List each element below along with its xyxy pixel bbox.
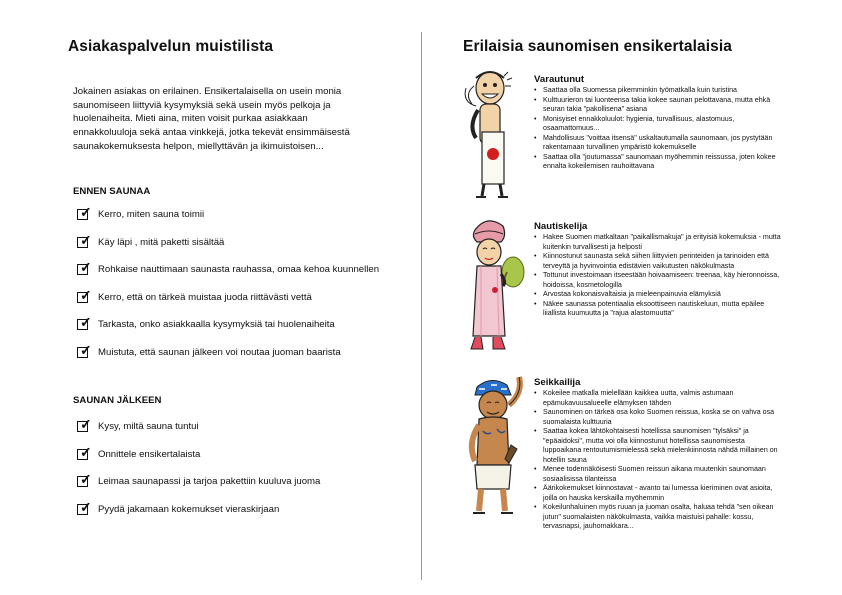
checklist-item-label: Muistuta, että saunan jälkeen voi noutaa juoman baarista bbox=[98, 346, 341, 358]
checklist-item bbox=[77, 443, 320, 475]
checklist-item-label: Kerro, miten sauna toimii bbox=[98, 209, 205, 220]
checklist-item-label: Tarkasta, onko asiakkaalla kysymyksiä tai huolenaiheita bbox=[98, 319, 335, 331]
checked-box-icon: ✓ bbox=[77, 292, 88, 303]
bullet-item: • Mahdollisuus "voittaa itsensä" uskaltautumalla saunomaan, jos pystytään rakentamaan turvallinen ympäristö kokemukselle bbox=[534, 134, 784, 153]
bullet-item: • Saattaa olla "joutumassa" saunomaan myöhemmin reissussa, joten kokee ennalta kokeilemisen rauhoittavana bbox=[534, 153, 784, 172]
checklist-intro: Jokainen asiakas on erilainen. Ensikertalaisella on usein monia saunomiseen liittyviä kysymyksiä sekä usein myös pelkoja ja huolenaiheita. Mieti aina, miten voisit purkaa asiakkaan ennakkoluuloja sekä antaa vinkkejä, jotka tekevät ensimmäisestä saunakokemuksesta helpon, miellyttävän ja ikimuistoisen... bbox=[73, 86, 350, 152]
bullet-item: • Kulttuurieron tai luonteensa takia kokee saunan pelottavana, mutta ehkä seuran takia "pakollisena" asiana bbox=[534, 96, 784, 115]
column-divider bbox=[421, 32, 422, 580]
bullet-item: • Näkee saunassa potentiaalia eksoottiseen nautiskeluun, mutta epäilee liiallista kuumuutta ja "rajua alastomuutta" bbox=[534, 300, 784, 319]
after-sauna-heading: SAUNAN JÄLKEEN bbox=[73, 395, 162, 406]
checked-box-icon: ✓ bbox=[77, 237, 88, 248]
checked-box-icon: ✓ bbox=[77, 209, 88, 220]
checklist-item bbox=[77, 416, 320, 447]
type-seikkailija bbox=[534, 376, 784, 532]
type-name: Nautiskelija bbox=[534, 221, 588, 232]
type-name: Seikkailija bbox=[534, 377, 581, 388]
checked-box-icon: ✓ bbox=[77, 319, 88, 330]
checklist-item bbox=[77, 498, 320, 530]
checklist-item bbox=[77, 286, 379, 318]
type-bullets bbox=[534, 86, 784, 172]
bullet-item: • Kokeilunhaluinen myös ruuan ja juoman osalta, haluaa tehdä "sen oikean jutun" suomalaisten näkökulmasta, vaikka maistuisi pahalle: kossu, tervasnapsi, jauhomakkara... bbox=[534, 503, 784, 532]
bullet-item: • Saattaa kokea lähtökohtaisesti hotellissa saunomisen "tylsäksi" ja "epäaidoksi", mutta voi olla kiinnostunut hotellissa saunomisesta luppoaikana rentoutumismielessä sekä mielenkiinnosta nähdä millainen on hotellin sauna bbox=[534, 427, 784, 465]
checklist-item-label: Onnittele ensikertalaista bbox=[98, 448, 201, 460]
checked-box-icon: ✓ bbox=[77, 504, 88, 515]
before-sauna-checklist bbox=[77, 204, 380, 373]
type-name: Varautunut bbox=[534, 74, 585, 85]
type-bullets bbox=[534, 233, 784, 319]
type-bullets bbox=[534, 389, 784, 532]
checklist-item-label: Kerro, että on tärkeä muistaa juoda riittävästi vettä bbox=[98, 291, 312, 303]
checklist-item-label: Rohkaise nauttimaan saunasta rauhassa, omaa kehoa kuunnellen bbox=[98, 264, 380, 276]
checklist-item bbox=[77, 259, 380, 290]
bullet-item: • Saunominen on tärkeä osa koko Suomen reissua, koska se on vahva osa suomalaista kulttuuria bbox=[534, 408, 784, 427]
spa-woman-illustration bbox=[463, 216, 531, 356]
type-nautiskelija bbox=[534, 220, 784, 319]
after-sauna-checklist bbox=[77, 416, 321, 529]
checked-box-icon: ✓ bbox=[77, 449, 88, 460]
bullet-item: • Kokeilee matkalla mielellään kaikkea uutta, valmis astumaan epämukavuusalueelle elämyksen tähden bbox=[534, 389, 784, 408]
checklist-item bbox=[77, 471, 321, 502]
first-timers-title: Erilaisia saunomisen ensikertalaisia bbox=[463, 38, 732, 55]
checklist-item bbox=[77, 314, 379, 345]
checklist-item-label: Kysy, miltä sauna tuntui bbox=[98, 421, 199, 432]
bullet-item: • Hakee Suomen matkaltaan "paikallismakuja" ja erityisiä kokemuksia - mutta kuitenkin turvallisesti ja helposti bbox=[534, 233, 784, 252]
checklist-item-label: Käy läpi , mitä paketti sisältää bbox=[98, 236, 225, 248]
bullet-item: • Äärikokemukset kiinnostavat - avanto tai lumessa kieriminen ovat asioita, joilla on hauska kerskailla myöhemmin bbox=[534, 484, 784, 503]
checked-box-icon: ✓ bbox=[77, 421, 88, 432]
nervous-man-illustration bbox=[460, 66, 528, 202]
checklist-item bbox=[77, 204, 379, 235]
checklist-item bbox=[77, 341, 379, 373]
bullet-item: • Saattaa olla Suomessa pikemminkin työmatkalla kuin turistina bbox=[534, 86, 784, 96]
checklist-title: Asiakaspalvelun muistilista bbox=[68, 38, 274, 55]
before-sauna-heading: ENNEN SAUNAA bbox=[73, 186, 151, 197]
bullet-item: • Menee todennäköisesti Suomen reissun aikana muutenkin saunomaan sosiaalisissa tilanteissa bbox=[534, 465, 784, 484]
bullet-item: • Arvostaa kokonaisvaltaisia ja mieleenpainuvia elämyksiä bbox=[534, 290, 784, 300]
checked-box-icon: ✓ bbox=[77, 347, 88, 358]
checked-box-icon: ✓ bbox=[77, 476, 88, 487]
adventurer-man-illustration bbox=[457, 373, 533, 521]
type-varautunut bbox=[534, 73, 784, 172]
checklist-item bbox=[77, 231, 379, 263]
bullet-item: • Kiinnostunut saunasta sekä siihen liittyvien perinteiden ja tarinoiden että terveyttä ja hyvinvointia edistävien vaikutusten näkökulmasta bbox=[534, 252, 784, 271]
checked-box-icon: ✓ bbox=[77, 264, 88, 275]
bullet-item: • Monisyiset ennakkoluulot: hygienia, turvallisuus, alastomuus, osaamattomuus... bbox=[534, 115, 784, 134]
bullet-item: • Tottunut investoimaan itseestään hoivaamiseen: treenaa, käy hieronnoissa, hoidoissa, kosmetologilla bbox=[534, 271, 784, 290]
checklist-item-label: Leimaa saunapassi ja tarjoa pakettiin kuuluva juoma bbox=[98, 476, 321, 488]
checklist-item-label: Pyydä jakamaan kokemukset vieraskirjaan bbox=[98, 503, 280, 515]
